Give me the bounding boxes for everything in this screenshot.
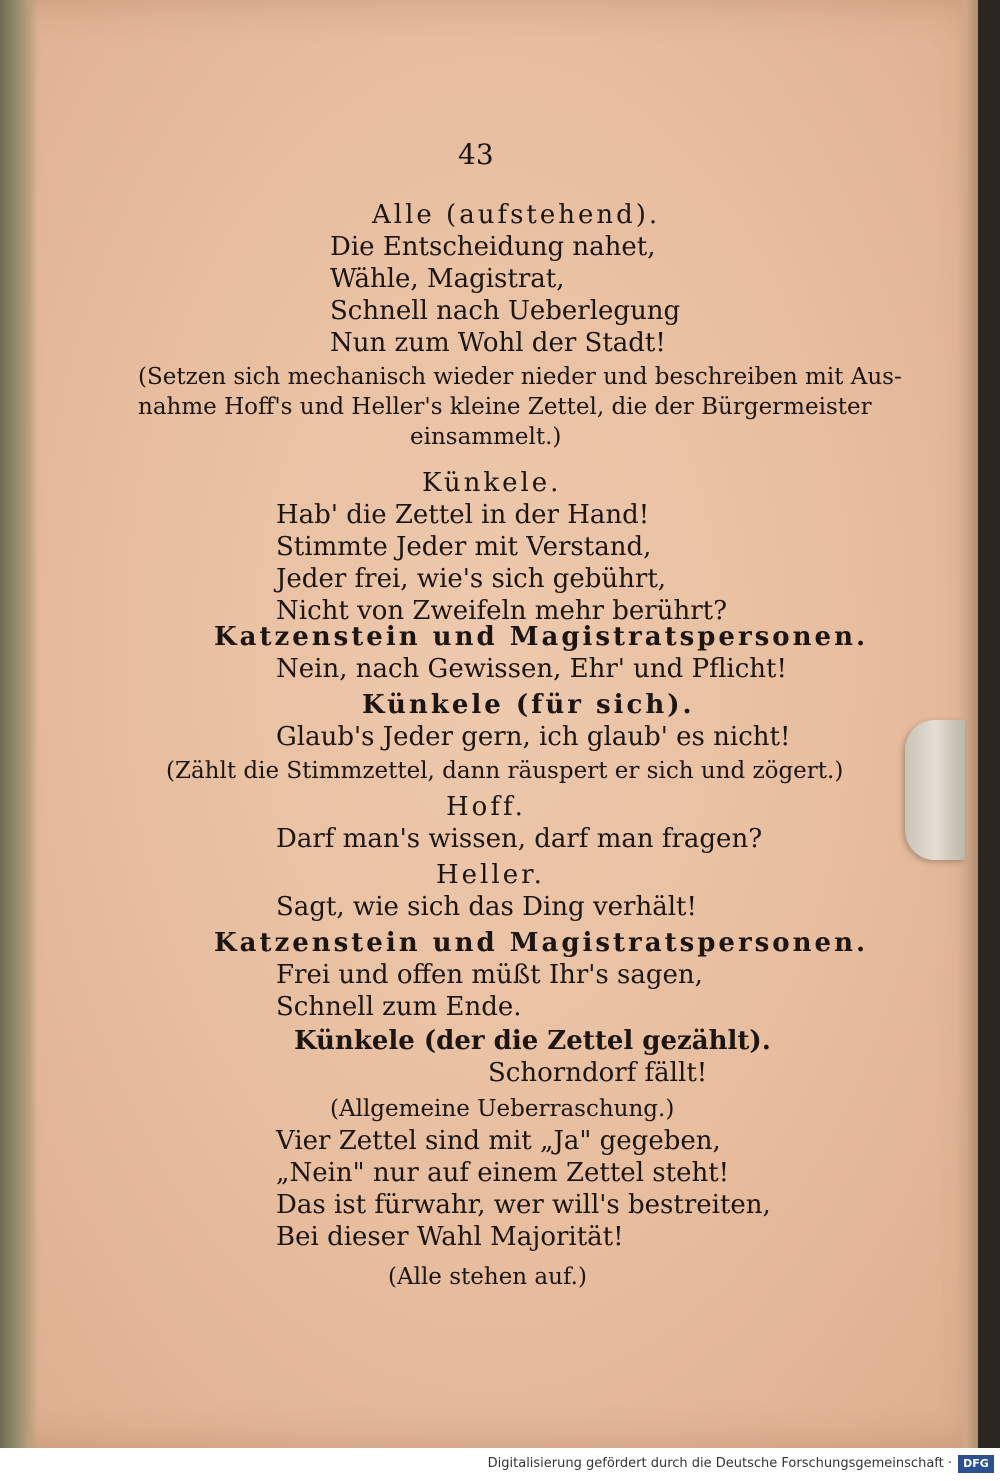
speaker-heading: Heller.	[436, 860, 545, 890]
verse-line: Nicht von Zweifeln mehr berührt?	[276, 596, 728, 626]
speaker-heading: Künkele (der die Zettel gezählt).	[294, 1026, 771, 1056]
verse-line: „Nein" nur auf einem Zettel steht!	[276, 1158, 730, 1188]
verse-line: Schorndorf fällt!	[488, 1058, 708, 1088]
speaker-heading: Katzenstein und Magistratspersonen.	[214, 622, 869, 652]
stage-direction: nahme Hoff's und Heller's kleine Zettel, die der Bürgermeister	[138, 394, 872, 420]
dfg-logo: DFG	[958, 1455, 994, 1473]
verse-line: Nein, nach Gewissen, Ehr' und Pflicht!	[276, 654, 787, 684]
verse-line: Bei dieser Wahl Majorität!	[276, 1222, 624, 1252]
verse-line: Glaub's Jeder gern, ich glaub' es nicht!	[276, 722, 791, 752]
verse-line: Sagt, wie sich das Ding verhält!	[276, 892, 697, 922]
stage-direction: (Setzen sich mechanisch wieder nieder und beschreiben mit Aus-	[138, 364, 902, 390]
digitization-footer	[0, 1448, 1000, 1481]
speaker-heading: Künkele.	[422, 468, 562, 498]
verse-line: Frei und offen müßt Ihr's sagen,	[276, 960, 703, 990]
verse-line: Vier Zettel sind mit „Ja" gegeben,	[276, 1126, 721, 1156]
stage-direction: einsammelt.)	[410, 424, 562, 450]
verse-line: Schnell zum Ende.	[276, 992, 522, 1022]
verse-line: Das ist fürwahr, wer will's bestreiten,	[276, 1190, 771, 1220]
verse-line: Nun zum Wohl der Stadt!	[330, 328, 666, 358]
bookmark-clip	[905, 720, 965, 860]
verse-line: Wähle, Magistrat,	[330, 264, 565, 294]
verse-line: Stimmte Jeder mit Verstand,	[276, 532, 652, 562]
book-spine	[0, 0, 38, 1448]
speaker-heading: Hoff.	[446, 792, 526, 822]
verse-line: Die Entscheidung nahet,	[330, 232, 656, 262]
stage-direction: (Allgemeine Ueberraschung.)	[330, 1096, 675, 1122]
verse-line: Hab' die Zettel in der Hand!	[276, 500, 650, 530]
stage-direction: (Zählt die Stimmzettel, dann räuspert er sich und zögert.)	[166, 758, 844, 784]
speaker-heading: Alle (aufstehend).	[372, 200, 661, 230]
speaker-heading: Künkele (für sich).	[362, 690, 695, 720]
page-number: 43	[458, 138, 494, 171]
verse-line: Darf man's wissen, darf man fragen?	[276, 824, 763, 854]
speaker-heading: Katzenstein und Magistratspersonen.	[214, 928, 869, 958]
verse-line: Jeder frei, wie's sich gebührt,	[276, 564, 667, 594]
verse-line: Schnell nach Ueberlegung	[330, 296, 681, 326]
footer-text: Digitalisierung gefördert durch die Deutsche Forschungsgemeinschaft ·	[487, 1456, 952, 1471]
stage-direction: (Alle stehen auf.)	[388, 1264, 587, 1290]
